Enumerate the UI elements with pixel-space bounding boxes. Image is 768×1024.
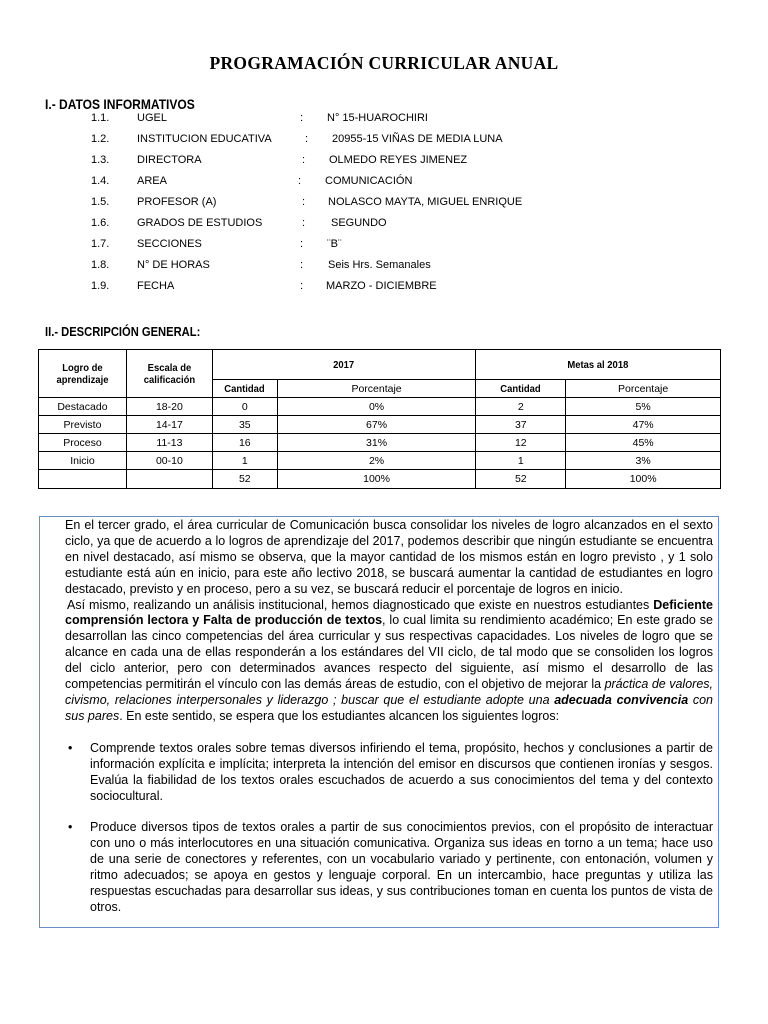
table-cell: 1	[476, 452, 566, 470]
table-cell: 2%	[277, 452, 476, 470]
info-row	[0, 196, 768, 217]
info-label: DIRECTORA	[137, 154, 202, 166]
subheader-cantidad-text: Cantidad	[224, 382, 266, 395]
info-row	[0, 280, 768, 301]
info-row	[0, 217, 768, 238]
info-row	[0, 133, 768, 154]
table-cell: 0%	[277, 398, 476, 416]
info-label: UGEL	[137, 112, 167, 124]
bullet-icon: •	[68, 820, 73, 835]
subheader-cantidad-text: Cantidad	[500, 382, 542, 395]
table-cell: 35	[212, 416, 277, 434]
table-row	[39, 434, 721, 452]
info-value: OLMEDO REYES JIMENEZ	[329, 154, 468, 166]
table-cell: Inicio	[39, 452, 127, 470]
subheader-porcentaje: Porcentaje	[566, 380, 721, 398]
table-cell	[126, 470, 212, 489]
p2-text-c: . En este sentido, se espera que los estudiantes alcancen los siguientes logros:	[119, 708, 560, 723]
info-value: SEGUNDO	[331, 217, 387, 229]
info-colon: :	[300, 238, 304, 250]
table-cell: 52	[212, 470, 277, 489]
info-colon: :	[300, 259, 304, 271]
achievements-list	[65, 741, 713, 916]
info-colon: :	[298, 175, 302, 187]
table-cell: 100%	[566, 470, 721, 489]
info-colon: :	[305, 133, 309, 145]
bullet-icon: •	[68, 740, 73, 755]
info-colon: :	[300, 280, 304, 292]
table-cell: 0	[212, 398, 277, 416]
info-row	[0, 154, 768, 175]
info-label: SECCIONES	[137, 238, 202, 250]
info-number: 1.4.	[91, 175, 110, 187]
info-number: 1.9.	[91, 280, 110, 292]
table-cell: 52	[476, 470, 566, 489]
subheader-porcentaje: Porcentaje	[277, 380, 476, 398]
info-label: FECHA	[137, 280, 175, 292]
info-row	[0, 175, 768, 196]
info-row	[0, 112, 768, 133]
info-number: 1.1.	[91, 112, 110, 124]
info-value: 20955-15 VIÑAS DE MEDIA LUNA	[332, 133, 503, 145]
info-colon: :	[300, 112, 304, 124]
header-logro-text: Logro de aprendizaje	[56, 361, 109, 386]
table-cell: 45%	[566, 434, 721, 452]
table-cell: 00-10	[126, 452, 212, 470]
table-cell: 67%	[277, 416, 476, 434]
table-cell: 3%	[566, 452, 721, 470]
info-label: INSTITUCION EDUCATIVA	[137, 133, 272, 145]
header-2017	[212, 350, 476, 380]
table-cell: 31%	[277, 434, 476, 452]
table-total-row	[39, 470, 721, 489]
info-number: 1.5.	[91, 196, 110, 208]
table-cell: Destacado	[39, 398, 127, 416]
list-item-text: Produce diversos tipos de textos orales a partir de sus conocimientos previos, con el propósito de interactuar con uno o más interlocutores en una situación comunicativa. Organiza sus ideas en torno a un tema; hace uso de una serie de conectores y referentes, con un vocabulario variado y pertinente, con entonación, volumen y ritmo adecuados; se apoya en gestos y lenguaje corporal. En un intercambio, hace preguntas y utiliza las respuestas escuchadas para desarrollar sus ideas, y sus contribuciones toman en cuenta los puntos de vista de otros.	[90, 820, 713, 914]
info-label: PROFESOR (A)	[137, 196, 217, 208]
table-cell: Proceso	[39, 434, 127, 452]
header-logro	[39, 350, 127, 398]
table-cell: 16	[212, 434, 277, 452]
document-title: PROGRAMACIÓN CURRICULAR ANUAL	[209, 53, 559, 73]
header-2017-text: 2017	[333, 358, 355, 371]
table-cell: 37	[476, 416, 566, 434]
achievement-table	[38, 349, 721, 489]
table-header-row	[39, 350, 721, 380]
list-item	[65, 820, 713, 915]
info-colon: :	[302, 154, 306, 166]
info-label: N° DE HORAS	[137, 259, 210, 271]
p2-italic-text-2: con sus pares	[65, 692, 713, 723]
info-row	[0, 238, 768, 259]
list-item-text: Comprende textos orales sobre temas diversos infiriendo el tema, propósito, hechos y conclusiones a partir de información explícita e implícita; interpreta la intención del emisor en discursos que contienen ironías y sesgos. Evalúa la fiabilidad de los textos orales escuchados de acuerdo a sus conocimientos del tema y del contexto sociocultural.	[90, 740, 713, 803]
info-list	[0, 112, 768, 301]
info-value: NOLASCO MAYTA, MIGUEL ENRIQUE	[328, 196, 523, 208]
p2-bold-text: Deficiente comprensión lectora y Falta de producción de textos	[65, 597, 713, 628]
section-1-heading: I.- DATOS INFORMATIVOS	[45, 96, 195, 112]
info-value: N° 15-HUAROCHIRI	[327, 112, 428, 124]
table-cell: Previsto	[39, 416, 127, 434]
table-cell: 12	[476, 434, 566, 452]
description-paragraph-1: En el tercer grado, el área curricular de Comunicación busca consolidar los niveles de logro alcanzados en el sexto ciclo, ya que de acuerdo a lo logros de aprendizaje del 2017, podemos describir que ningún estudiante se encuentra en nivel destacado, así mismo se observa, que la mayor cantidad de los mismos están en logro previsto , y 1 solo estudiante está aún en inicio, para este año lectivo 2018, se buscará aumentar la cantidad de estudiantes en logro destacado, previsto y en proceso, pero a su vez, se buscará reducir el porcentaje de logros en inicio.	[65, 518, 713, 596]
subheader-cantidad	[212, 380, 277, 398]
subheader-cantidad	[476, 380, 566, 398]
p2-text-b: , lo cual limita su rendimiento académico; En este grado se desarrollan las cinco competencias del área curricular y sus respectivas capacidades. Los niveles de logro que se alcance en cada una de ellas responderán a los estándares del VII ciclo, de tal modo que se consoliden los logros del ciclo anterior, pero con determinados avances respecto del siguiente, así mismo el desarrollo de las competencias permitirán el vínculo con las demás áreas de estudio, con el objetivo de mejorar la	[65, 613, 713, 692]
header-metas-text: Metas al 2018	[567, 358, 629, 371]
description-box	[39, 516, 719, 928]
table-cell: 2	[476, 398, 566, 416]
info-value: Seis Hrs. Semanales	[328, 259, 431, 271]
info-value: ¨B¨	[327, 238, 342, 250]
info-label: AREA	[137, 175, 167, 187]
info-number: 1.7.	[91, 238, 110, 250]
header-metas	[476, 350, 721, 380]
table-cell: 18-20	[126, 398, 212, 416]
table-cell: 100%	[277, 470, 476, 489]
table-cell: 47%	[566, 416, 721, 434]
list-item	[65, 741, 713, 805]
info-number: 1.2.	[91, 133, 110, 145]
header-escala-text: Escala de calificación	[143, 361, 196, 386]
info-number: 1.8.	[91, 259, 110, 271]
table-cell: 1	[212, 452, 277, 470]
p2-text-a: Así mismo, realizando un análisis institucional, hemos diagnosticado que existe en nuestros estudiantes	[67, 597, 654, 612]
table-cell: 11-13	[126, 434, 212, 452]
info-value: COMUNICACIÓN	[325, 175, 413, 187]
info-colon: :	[302, 196, 306, 208]
table-cell: 14-17	[126, 416, 212, 434]
info-value: MARZO - DICIEMBRE	[326, 280, 437, 292]
table-row	[39, 416, 721, 434]
info-number: 1.3.	[91, 154, 110, 166]
table-row	[39, 398, 721, 416]
p2-italic-text-1: práctica de valores, civismo, relaciones interpersonales y liderazgo ; buscar que el estudiante adopte una	[65, 677, 713, 707]
info-row	[0, 259, 768, 280]
info-label: GRADOS DE ESTUDIOS	[137, 217, 263, 229]
table-cell	[39, 470, 127, 489]
p2-bold-italic-text: adecuada convivencia	[554, 692, 689, 707]
table-cell: 5%	[566, 398, 721, 416]
section-2-heading: II.- DESCRIPCIÓN GENERAL:	[45, 324, 201, 339]
info-number: 1.6.	[91, 217, 110, 229]
info-colon: :	[302, 217, 306, 229]
description-paragraph-2	[65, 598, 713, 725]
header-escala	[126, 350, 212, 398]
table-row	[39, 452, 721, 470]
